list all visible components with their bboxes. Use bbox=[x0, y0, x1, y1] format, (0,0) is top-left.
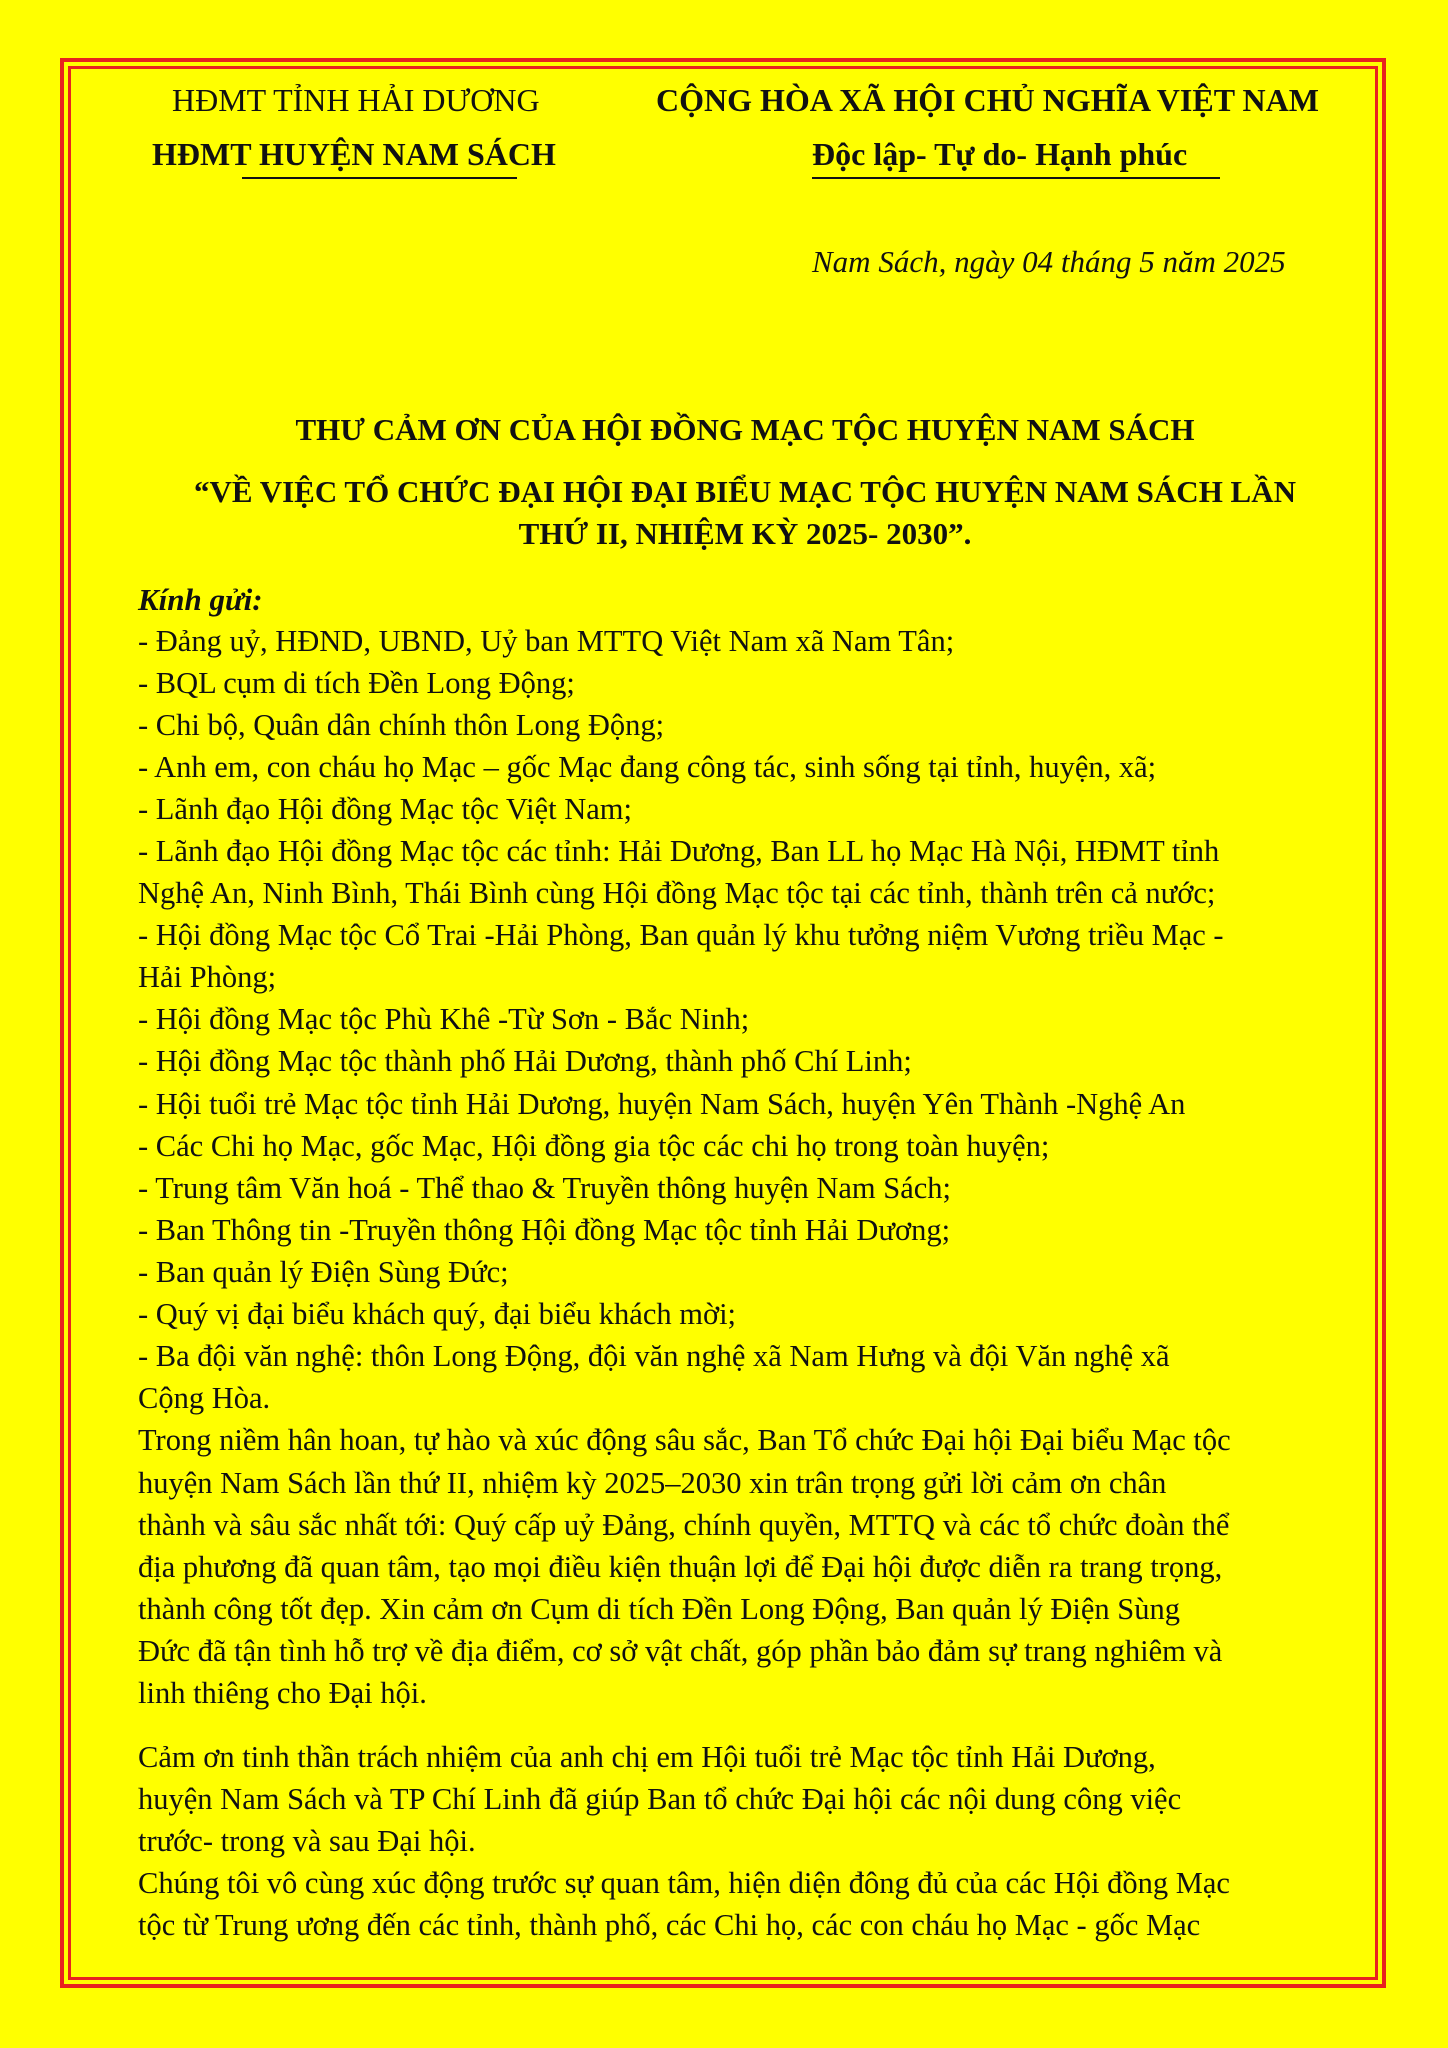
list-item: - Lãnh đạo Hội đồng Mạc tộc Việt Nam; bbox=[138, 792, 632, 826]
paragraph-line: thành công tốt đẹp. Xin cảm ơn Cụm di tích Đền Long Động, Ban quản lý Điện Sùng bbox=[138, 1592, 1180, 1626]
list-item: Hải Phòng; bbox=[138, 960, 277, 994]
paragraph-line: trước- trong và sau Đại hội. bbox=[138, 1824, 476, 1858]
list-item: - Hội đồng Mạc tộc Cổ Trai -Hải Phòng, Ban quản lý khu tưởng niệm Vương triều Mạc - bbox=[138, 918, 1224, 952]
paragraph-line: thành và sâu sắc nhất tới: Quý cấp uỷ Đảng, chính quyền, MTTQ và các tổ chức đoàn thể bbox=[138, 1508, 1230, 1542]
list-item: - Hội đồng Mạc tộc Phù Khê -Từ Sơn - Bắc Ninh; bbox=[138, 1002, 750, 1036]
letter-subtitle-line1: “VỀ VIỆC TỔ CHỨC ĐẠI HỘI ĐẠI BIỂU MẠC TỘC HUYỆN NAM SÁCH LẦN bbox=[193, 474, 1297, 509]
list-item: - Anh em, con cháu họ Mạc – gốc Mạc đang công tác, sinh sống tại tỉnh, huyện, xã; bbox=[138, 750, 1157, 784]
list-item: - BQL cụm di tích Đền Long Động; bbox=[138, 666, 575, 700]
list-item: - Hội tuổi trẻ Mạc tộc tỉnh Hải Dương, huyện Nam Sách, huyện Yên Thành -Nghệ An bbox=[138, 1087, 1186, 1121]
date-line: Nam Sách, ngày 04 tháng 5 năm 2025 bbox=[812, 244, 1286, 279]
paragraph-line: Trong niềm hân hoan, tự hào và xúc động sâu sắc, Ban Tổ chức Đại hội Đại biểu Mạc tộc bbox=[138, 1423, 1231, 1457]
org-line-province: HĐMT TỈNH HẢI DƯƠNG bbox=[172, 82, 540, 118]
list-item: - Ban quản lý Điện Sùng Đức; bbox=[138, 1255, 509, 1289]
motto: Độc lập- Tự do- Hạnh phúc bbox=[812, 136, 1188, 172]
list-item: - Ba đội văn nghệ: thôn Long Động, đội văn nghệ xã Nam Hưng và đội Văn nghệ xã bbox=[138, 1339, 1170, 1373]
list-item: - Hội đồng Mạc tộc thành phố Hải Dương, thành phố Chí Linh; bbox=[138, 1044, 912, 1078]
paragraph-line: Đức đã tận tình hỗ trợ về địa điểm, cơ sở vật chất, góp phần bảo đảm sự trang nghiêm và bbox=[138, 1634, 1223, 1668]
org-line-district: HĐMT HUYỆN NAM SÁCH bbox=[152, 136, 556, 172]
paragraph-line: tộc từ Trung ương đến các tỉnh, thành phố, các Chi họ, các con cháu họ Mạc - gốc Mạc bbox=[138, 1908, 1201, 1942]
list-item: - Lãnh đạo Hội đồng Mạc tộc các tỉnh: Hải Dương, Ban LL họ Mạc Hà Nội, HĐMT tỉnh bbox=[138, 834, 1220, 868]
list-item: - Chi bộ, Quân dân chính thôn Long Động; bbox=[138, 708, 665, 742]
country-name: CỘNG HÒA XÃ HỘI CHỦ NGHĨA VIỆT NAM bbox=[656, 82, 1319, 118]
list-item: Nghệ An, Ninh Bình, Thái Bình cùng Hội đồng Mạc tộc tại các tỉnh, thành trên cả nước; bbox=[138, 876, 1216, 910]
list-item: - Ban Thông tin -Truyền thông Hội đồng Mạc tộc tỉnh Hải Dương; bbox=[138, 1213, 951, 1247]
org-underline bbox=[242, 177, 517, 179]
paragraph-line: huyện Nam Sách và TP Chí Linh đã giúp Ban tổ chức Đại hội các nội dung công việc bbox=[138, 1782, 1182, 1816]
list-item: Cộng Hòa. bbox=[138, 1381, 271, 1415]
paragraph-line: linh thiêng cho Đại hội. bbox=[138, 1676, 427, 1710]
letter-title: THƯ CẢM ƠN CỦA HỘI ĐỒNG MẠC TỘC HUYỆN NAM SÁCH bbox=[295, 412, 1195, 447]
list-item: - Trung tâm Văn hoá - Thể thao & Truyền thông huyện Nam Sách; bbox=[138, 1171, 952, 1205]
motto-underline bbox=[812, 177, 1220, 179]
paragraph-line: huyện Nam Sách lần thứ II, nhiệm kỳ 2025–2030 xin trân trọng gửi lời cảm ơn chân bbox=[138, 1466, 1167, 1500]
paragraph-line: Chúng tôi vô cùng xúc động trước sự quan tâm, hiện diện đông đủ của các Hội đồng Mạc bbox=[138, 1866, 1230, 1900]
list-item: - Các Chi họ Mạc, gốc Mạc, Hội đồng gia tộc các chi họ trong toàn huyện; bbox=[138, 1129, 1050, 1163]
paragraph-line: Cảm ơn tinh thần trách nhiệm của anh chị em Hội tuổi trẻ Mạc tộc tỉnh Hải Dương, bbox=[138, 1740, 1156, 1774]
list-item: - Quý vị đại biểu khách quý, đại biểu khách mời; bbox=[138, 1297, 737, 1331]
salutation: Kính gửi: bbox=[138, 582, 263, 617]
paragraph-line: địa phương đã quan tâm, tạo mọi điều kiện thuận lợi để Đại hội được diễn ra trang trọng, bbox=[138, 1550, 1223, 1584]
letter-subtitle-line2: THỨ II, NHIỆM KỲ 2025- 2030”. bbox=[518, 516, 972, 551]
list-item: - Đảng uỷ, HĐND, UBND, Uỷ ban MTTQ Việt Nam xã Nam Tân; bbox=[138, 624, 955, 658]
